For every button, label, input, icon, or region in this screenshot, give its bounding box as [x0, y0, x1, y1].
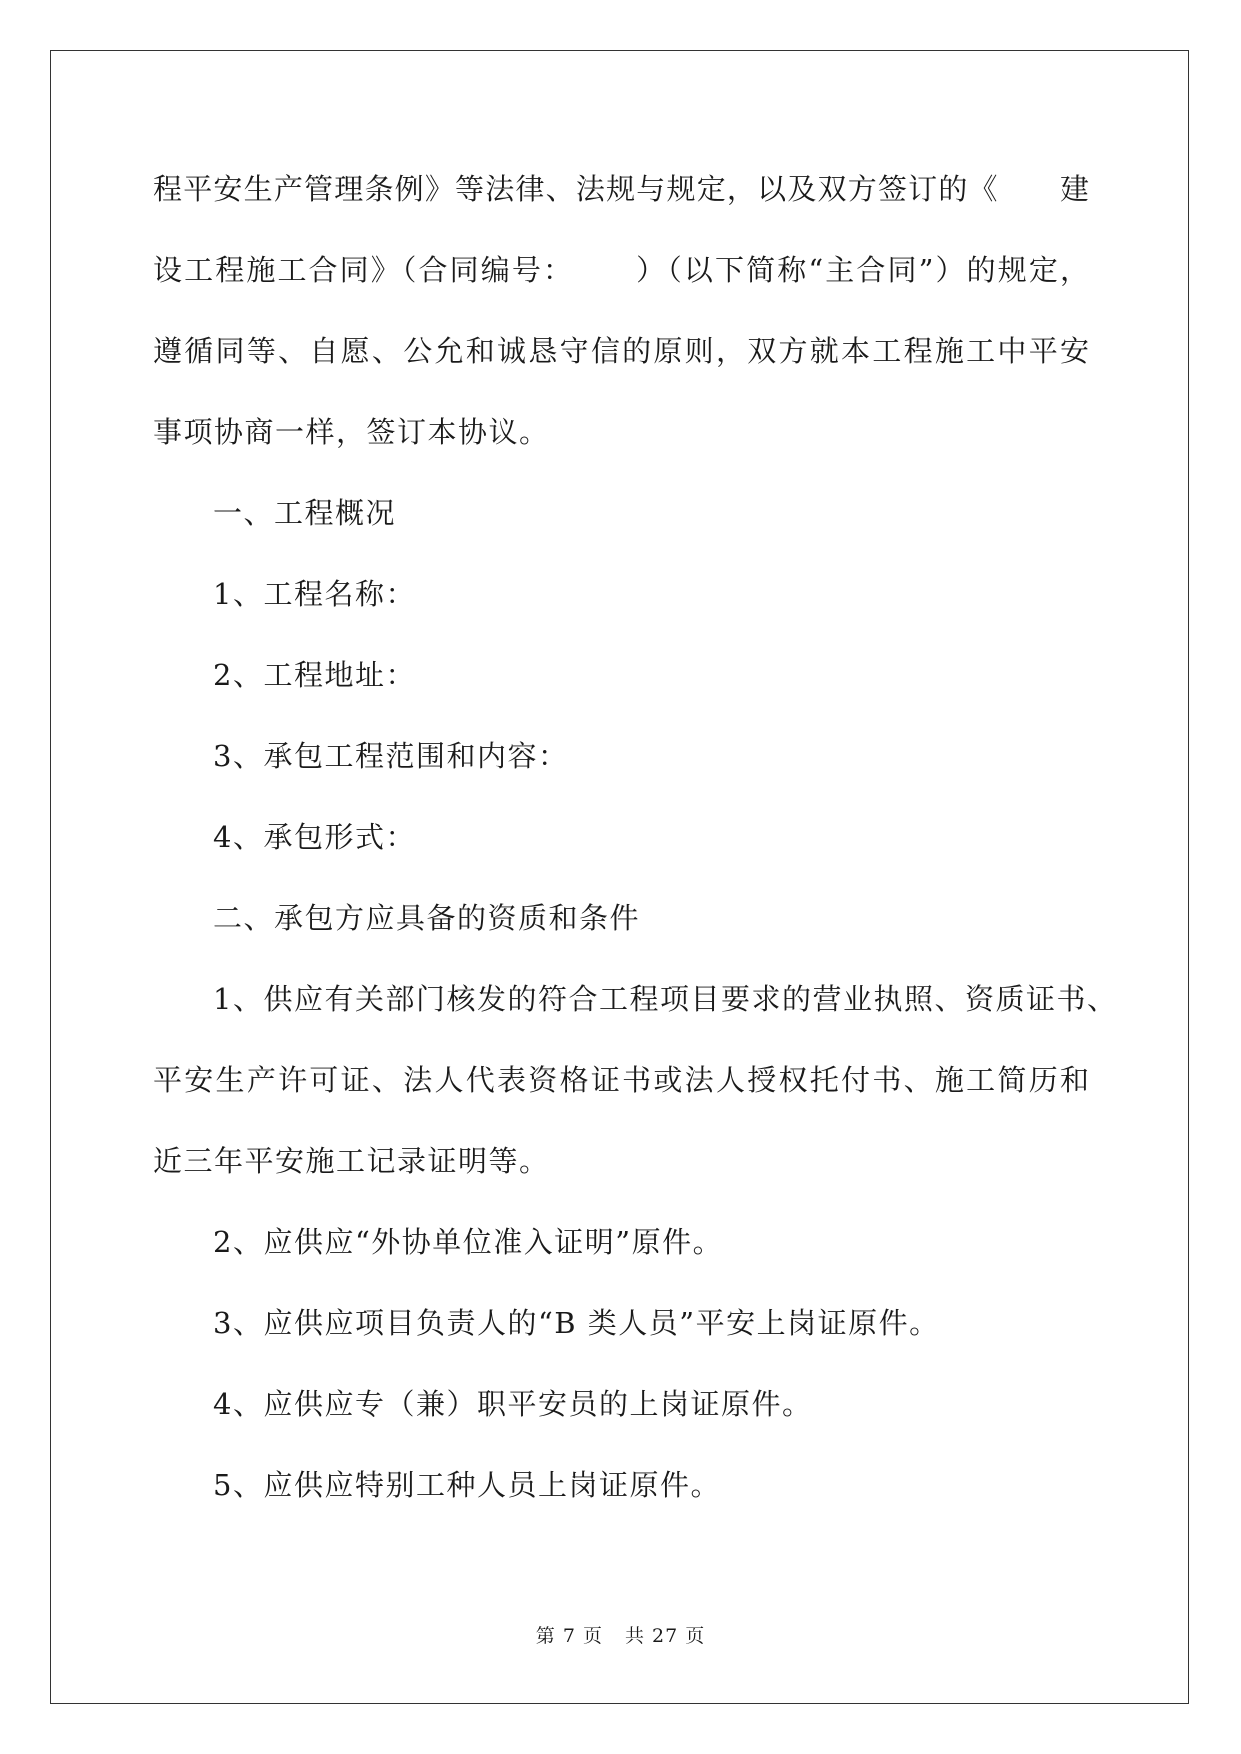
list-item: 4、承包形式：: [213, 820, 416, 854]
list-item: 3、应供应项目负责人的“B 类人员”平安上岗证原件。: [213, 1306, 940, 1340]
section-heading: 二、承包方应具备的资质和条件: [213, 901, 641, 935]
list-item: 4、应供应专（兼）职平安员的上岗证原件。: [213, 1387, 813, 1421]
document-body: [153, 160, 1118, 1537]
paragraph-line: 事项协商一样，签订本协议。: [153, 415, 550, 449]
paragraph-line: 平安生产许可证、法人代表资格证书或法人授权托付书、施工简历和: [153, 1063, 1089, 1097]
paragraph-line: 设工程施工合同》（合同编号： ）（以下简称“主合同”）的规定，: [153, 253, 1089, 287]
list-item: 1、工程名称：: [213, 577, 416, 611]
page-footer: [0, 1621, 1241, 1648]
section-heading: 一、工程概况: [213, 496, 397, 530]
page-number: 第 7 页: [535, 1625, 603, 1647]
paragraph-line: 遵循同等、自愿、公允和诚恳守信的原则，双方就本工程施工中平安: [153, 334, 1089, 368]
paragraph-line: 程平安生产管理条例》等法律、法规与规定，以及双方签订的《 建: [153, 172, 1089, 206]
total-pages: 共 27 页: [624, 1625, 706, 1647]
paragraph-line: 1、供应有关部门核发的符合工程项目要求的营业执照、资质证书、: [213, 982, 1118, 1016]
paragraph-line: 近三年平安施工记录证明等。: [153, 1144, 550, 1178]
list-item: 2、应供应“外协单位准入证明”原件。: [213, 1225, 724, 1259]
list-item: 3、承包工程范围和内容：: [213, 739, 569, 773]
list-item: 5、应供应特别工种人员上岗证原件。: [213, 1468, 721, 1502]
list-item: 2、工程地址：: [213, 658, 416, 692]
